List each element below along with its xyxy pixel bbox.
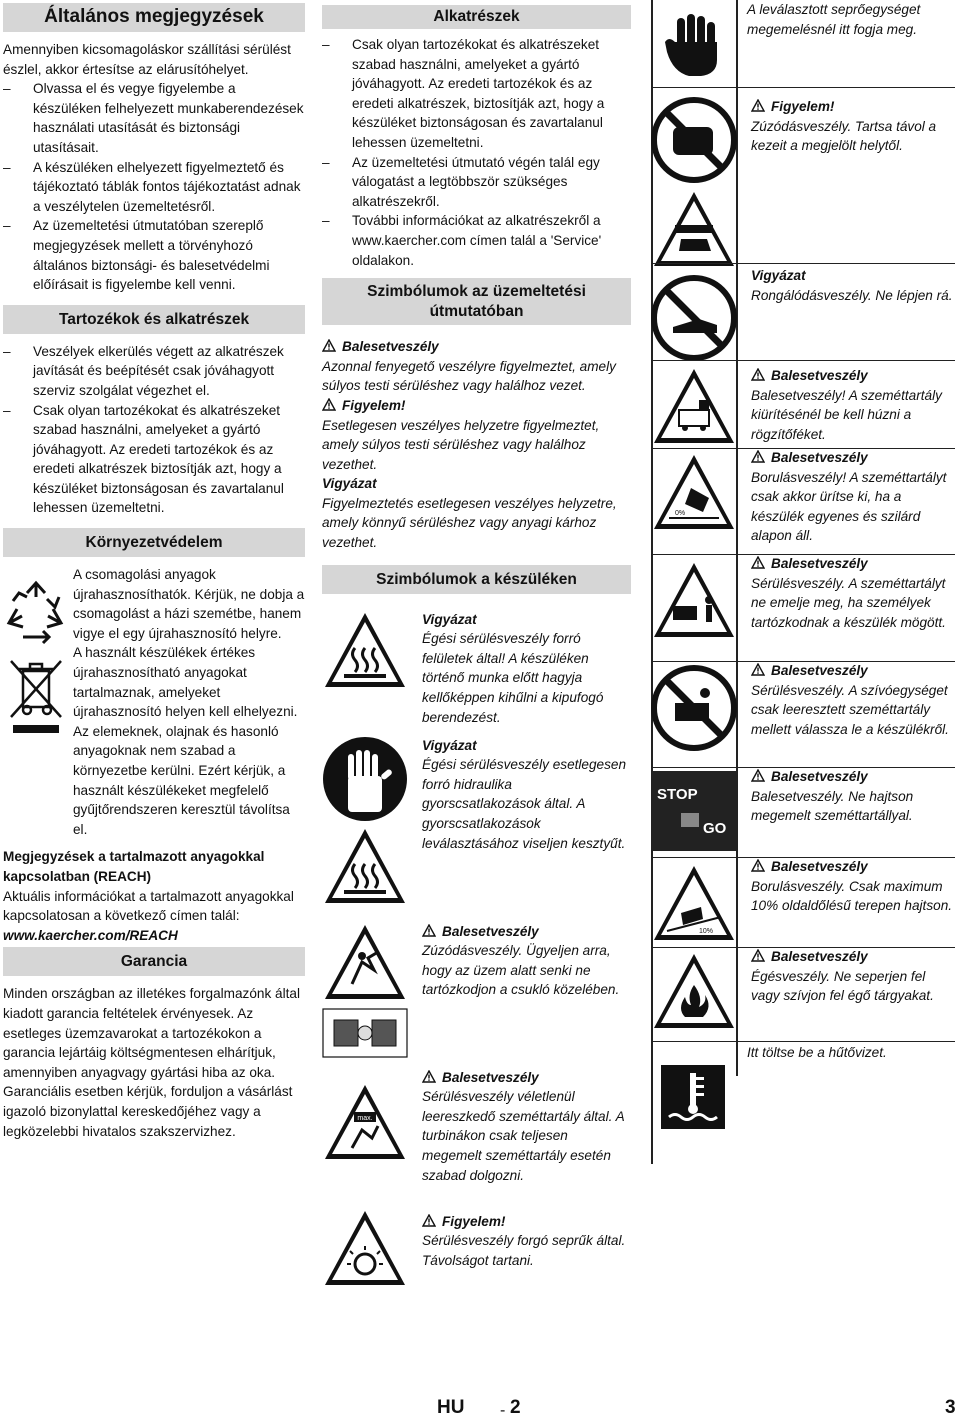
no-suction-unit-sign-icon xyxy=(651,665,737,757)
intro-paragraph: Amennyiben kicsomagoláskor szállítási sérülést észlel, akkor értesítse az elárusítóhelyet. xyxy=(3,42,291,77)
warning-triangle-icon xyxy=(751,99,765,112)
table-row-rule xyxy=(651,263,955,264)
symbol-title: Balesetveszély xyxy=(771,949,868,964)
footer-language: HU xyxy=(437,1397,465,1418)
accessories-list xyxy=(3,342,305,518)
level-warning xyxy=(322,396,631,474)
slope-sign-icon xyxy=(651,863,737,949)
symbol-burning-objects xyxy=(651,947,955,1041)
section-title-warranty: Garancia xyxy=(3,947,305,976)
symbol-text: Égési sérülésveszély forró felületek által! A készüléken történő munka előtt hagyja kellőképpen kihűlni a kipufogó berendezést. xyxy=(422,631,604,725)
table-row-rule xyxy=(651,554,955,555)
pct10-label: 10% xyxy=(699,928,714,935)
warning-triangle-icon xyxy=(322,339,336,352)
symbol-text: Zúzódásveszély. Ügyeljen arra, hogy az üzem alatt senki ne tartózkodjon a csukló közelében. xyxy=(422,943,620,998)
symbol-text: Sérülésveszély véletlenül leereszkedő szeméttartály által. A turbinákon csak teljesen megemelt szeméttartály esetén szabad dolgozni. xyxy=(422,1089,625,1183)
column-symbols xyxy=(322,0,631,1292)
container-empty-brake-sign-icon xyxy=(651,366,737,452)
list-item: – Csak olyan tartozékokat és alkatrészeket szabad használni, amelyeket a gyártó jóváhagyott. Az eredeti tartozékok és az eredeti alkatrészek biztosítják azt, hogy a készüléket biztonságosan és zavartalanul lehessen üzemeltetni. xyxy=(3,401,305,519)
symbol-hand-crush xyxy=(651,87,955,263)
column-general xyxy=(3,0,305,1141)
no-hands-sign-icon xyxy=(651,97,737,269)
list-item: – További információkat az alkatrészekről a www.kaercher.com címen talál a 'Service' oldalakon. xyxy=(322,211,631,270)
section-title-environment: Környezetvédelem xyxy=(3,528,305,557)
level-title: Balesetveszély xyxy=(342,339,439,355)
stop-go-sign-icon xyxy=(651,771,737,857)
section-title-symbols-device: Szimbólumok a készüléken xyxy=(322,565,631,594)
symbol-container-lowering xyxy=(322,1068,631,1198)
symbol-text: Borulásveszély. Csak maximum 10% oldaldőlésű terepen hajtson. xyxy=(751,878,953,914)
symbol-hot-hydraulic xyxy=(322,736,631,896)
symbol-title: Balesetveszély xyxy=(771,450,868,465)
level-text: Azonnal fenyegető veszélyre figyelmeztet, amely súlyos testi sérüléshez vagy halálhoz vezet. xyxy=(322,358,616,394)
level-text: Esetlegesen veszélyes helyzetre figyelmeztet, amely súlyos testi sérüléshez vagy halálhoz vezethet. xyxy=(322,417,600,472)
list-item: – Csak olyan tartozékokat és alkatrészeket szabad használni, amelyeket a gyártó jóváhagyott. Az eredeti tartozékok és az eredeti alkatrészek, biztosítják azt, hogy a készüléket biztonságosan és zavartalanul lehessen üzemeltetni. xyxy=(322,35,631,153)
symbol-title: Balesetveszély xyxy=(771,556,868,571)
symbol-parking-brake xyxy=(651,360,955,448)
footer-page-right: 3 xyxy=(945,1397,956,1418)
coolant-temperature-icon xyxy=(661,1065,725,1135)
symbol-text: A leválasztott seprőegységet megemelésnél itt fogja meg. xyxy=(747,2,921,37)
tip-over-sign-icon xyxy=(651,452,737,538)
table-row-rule xyxy=(651,448,955,449)
symbol-title: Vigyázat xyxy=(751,268,806,283)
section-title-parts: Alkatrészek xyxy=(322,5,631,29)
symbol-slope-limit xyxy=(651,857,955,947)
symbol-text: Rongálódásveszély. Ne lépjen rá. xyxy=(751,287,953,303)
warning-triangle-icon xyxy=(751,368,765,381)
symbol-title: Balesetveszély xyxy=(442,1069,539,1085)
symbol-text: Sérülésveszély. A szívóegységet csak leeresztett szeméttartály mellett válassza le a készülékről. xyxy=(751,682,949,737)
symbol-text: Égési sérülésveszély esetlegesen forró hidraulika gyorscsatlakozások által. A gyorscsatlakozások leválasztásához viseljen kesztyűt. xyxy=(422,757,627,851)
symbol-hot-surface xyxy=(322,611,631,725)
column-device-symbols xyxy=(651,0,955,1151)
rotating-brush-sign-icon xyxy=(322,1208,408,1294)
symbol-no-step xyxy=(651,263,955,360)
section-title-accessories: Tartozékok és alkatrészek xyxy=(3,305,305,334)
person-behind-sign-icon xyxy=(651,560,737,646)
hand-icon xyxy=(663,12,727,84)
list-item: – Az üzemeltetési útmutató végén talál egy válogatást a legtöbbször szükséges alkatrészekről. xyxy=(322,153,631,212)
env-weee-text: A használt készülékek értékes újrahasznosítható anyagokat tartalmaznak, amelyeket újrahasznosító helyen kell elhelyezni. Az elemeknek, olajnak és hasonló anyagoknak nem szabad a környezetbe kerülni. Ezért kérjük, a használt készülékeket megfelelő gyűjtőrendszeren keresztül távolítsa el. xyxy=(73,645,298,837)
table-row-rule xyxy=(651,947,955,948)
warning-triangle-icon xyxy=(422,924,436,937)
level-text: Figyelmeztetés esetlegesen veszélyes helyzetre, amely könnyű sérüléshez vagy anyagi kárhoz vezethet. xyxy=(322,495,617,551)
list-item: – A készüléken elhelyezett figyelmeztető és tájékoztató táblák fontos tájékoztatást adnak a veszélytelen üzemeltetésről. xyxy=(3,158,305,217)
hot-surface-sign-icon xyxy=(322,610,408,696)
symbol-title: Vigyázat xyxy=(422,611,477,627)
table-row-rule xyxy=(651,87,955,88)
list-item: – Az üzemeltetési útmutatóban szereplő megjegyzések mellett a törvényhozó általános biztonsági- és balesetvédelmi előírásait is figyelembe kell venni. xyxy=(3,216,305,294)
symbol-text: Zúzódásveszély. Tartsa távol a kezeit a megjelölt helytől. xyxy=(751,118,937,154)
env-weee-row xyxy=(3,643,305,839)
table-row-rule xyxy=(651,661,955,662)
fire-hazard-sign-icon xyxy=(651,951,737,1037)
table-row-rule xyxy=(651,857,955,858)
symbol-rotating-brushes xyxy=(322,1212,631,1292)
table-row-rule xyxy=(651,360,955,361)
symbol-title: Figyelem! xyxy=(442,1213,506,1229)
reach-title: Megjegyzések a tartalmazott anyagokkal kapcsolatban (REACH) xyxy=(3,849,265,884)
level-caution xyxy=(322,474,631,552)
go-label: GO xyxy=(703,820,727,837)
symbol-text: Borulásveszély! A szeméttartályt csak akkor ürítse ki, ha a készülék egyenes és szilárd alapon áll. xyxy=(751,469,947,544)
section-title-general: Általános megjegyzések xyxy=(3,3,305,32)
crush-hazard-sign-icon xyxy=(322,922,408,1058)
symbol-persons-behind xyxy=(651,554,955,661)
level-title: Vigyázat xyxy=(322,476,377,492)
level-danger xyxy=(322,337,631,396)
crossed-bin-icon xyxy=(3,655,69,741)
symbol-text: Balesetveszély. Ne hajtson megemelt szeméttartállyal. xyxy=(751,788,914,824)
symbol-grip-point xyxy=(651,0,955,87)
warning-triangle-icon xyxy=(751,556,765,569)
no-step-sign-icon xyxy=(651,275,737,367)
symbol-title: Balesetveszély xyxy=(771,769,868,784)
symbol-text: Itt töltse be a hűtővizet. xyxy=(747,1045,887,1060)
warning-triangle-icon xyxy=(751,663,765,676)
symbol-level-ground xyxy=(651,448,955,554)
warning-triangle-icon xyxy=(322,398,336,411)
env-recycle-row xyxy=(3,565,305,643)
level-title: Figyelem! xyxy=(342,397,406,413)
warranty-text: Minden országban az illetékes forgalmazónk által kiadott garancia feltételek érvényesek. Az esetleges üzemzavarokat a tartozékokon a garancia lejártáig költségmentesen elhárítjuk, amennyiben anyagvagy gyártási hiba az oka. Garanciális esetben kérjük, forduljon a vásárlást igazoló bizonylattal kereskedőjéhez vagy a legközelebbi hivatalos szakszervizhez. xyxy=(3,986,300,1139)
section-title-symbols-manual: Szimbólumok az üzemeltetési útmutatóban xyxy=(322,278,631,325)
footer-dash: - xyxy=(500,1402,506,1419)
parts-list xyxy=(322,35,631,270)
max-label: max. xyxy=(357,1114,373,1122)
symbol-title: Vigyázat xyxy=(422,737,477,753)
symbol-text: Égésveszély. Ne seperjen fel vagy szívjon fel égő tárgyakat. xyxy=(751,968,934,1004)
symbol-text: Sérülésveszély forgó seprűk által. Távolságot tartani. xyxy=(422,1233,626,1268)
stop-label: STOP xyxy=(657,786,698,803)
symbol-title: Balesetveszély xyxy=(771,663,868,678)
warning-triangle-icon xyxy=(751,859,765,872)
symbol-crush-joint xyxy=(322,922,631,1052)
table-row-rule xyxy=(651,1041,955,1042)
warning-triangle-icon xyxy=(751,450,765,463)
recycle-icon xyxy=(3,579,69,651)
symbol-text: Balesetveszély! A szeméttartály kiürítésénél be kell húzni a rögzítőféket. xyxy=(751,387,942,442)
reach-text: Aktuális információkat a tartalmazott anyagokkal kapcsolatosan a következő címen talál: xyxy=(3,888,294,924)
table-row-rule xyxy=(651,767,955,768)
warning-triangle-icon xyxy=(422,1214,436,1227)
symbol-no-driving-raised xyxy=(651,767,955,857)
max-load-sign-icon xyxy=(322,1082,408,1168)
symbol-coolant xyxy=(651,1041,955,1151)
symbol-title: Balesetveszély xyxy=(442,923,539,939)
warning-triangle-icon xyxy=(751,949,765,962)
warning-triangle-icon xyxy=(422,1070,436,1083)
gloves-and-hot-sign-icon xyxy=(322,736,408,906)
warning-triangle-icon xyxy=(751,769,765,782)
symbol-suction-unit xyxy=(651,661,955,767)
reach-url-link[interactable]: www.kaercher.com/REACH xyxy=(3,927,178,943)
general-list xyxy=(3,79,305,295)
pct0-label: 0% xyxy=(675,510,686,517)
symbol-title: Balesetveszély xyxy=(771,859,868,874)
symbol-title: Figyelem! xyxy=(771,99,835,114)
list-item: – Olvassa el és vegye figyelembe a készüléken felhelyezett munkaberendezések használati utasítását és biztonsági utasításait. xyxy=(3,79,305,157)
symbol-title: Balesetveszély xyxy=(771,368,868,383)
list-item: – Veszélyek elkerülés végett az alkatrészek javítását és beépítését csak jóváhagyott szerviz szolgálat végezhet el. xyxy=(3,342,305,401)
footer-page-number: 2 xyxy=(510,1397,521,1418)
env-recycle-text: A csomagolási anyagok újrahasznosíthatók. Kérjük, ne dobja a csomagolást a házi szemétbe, hanem vigye el egy újrahasznosító helyre. xyxy=(73,567,305,641)
symbol-text: Sérülésveszély. A szeméttartályt ne emelje meg, ha személyek tartózkodnak a készülék mögött. xyxy=(751,575,946,630)
